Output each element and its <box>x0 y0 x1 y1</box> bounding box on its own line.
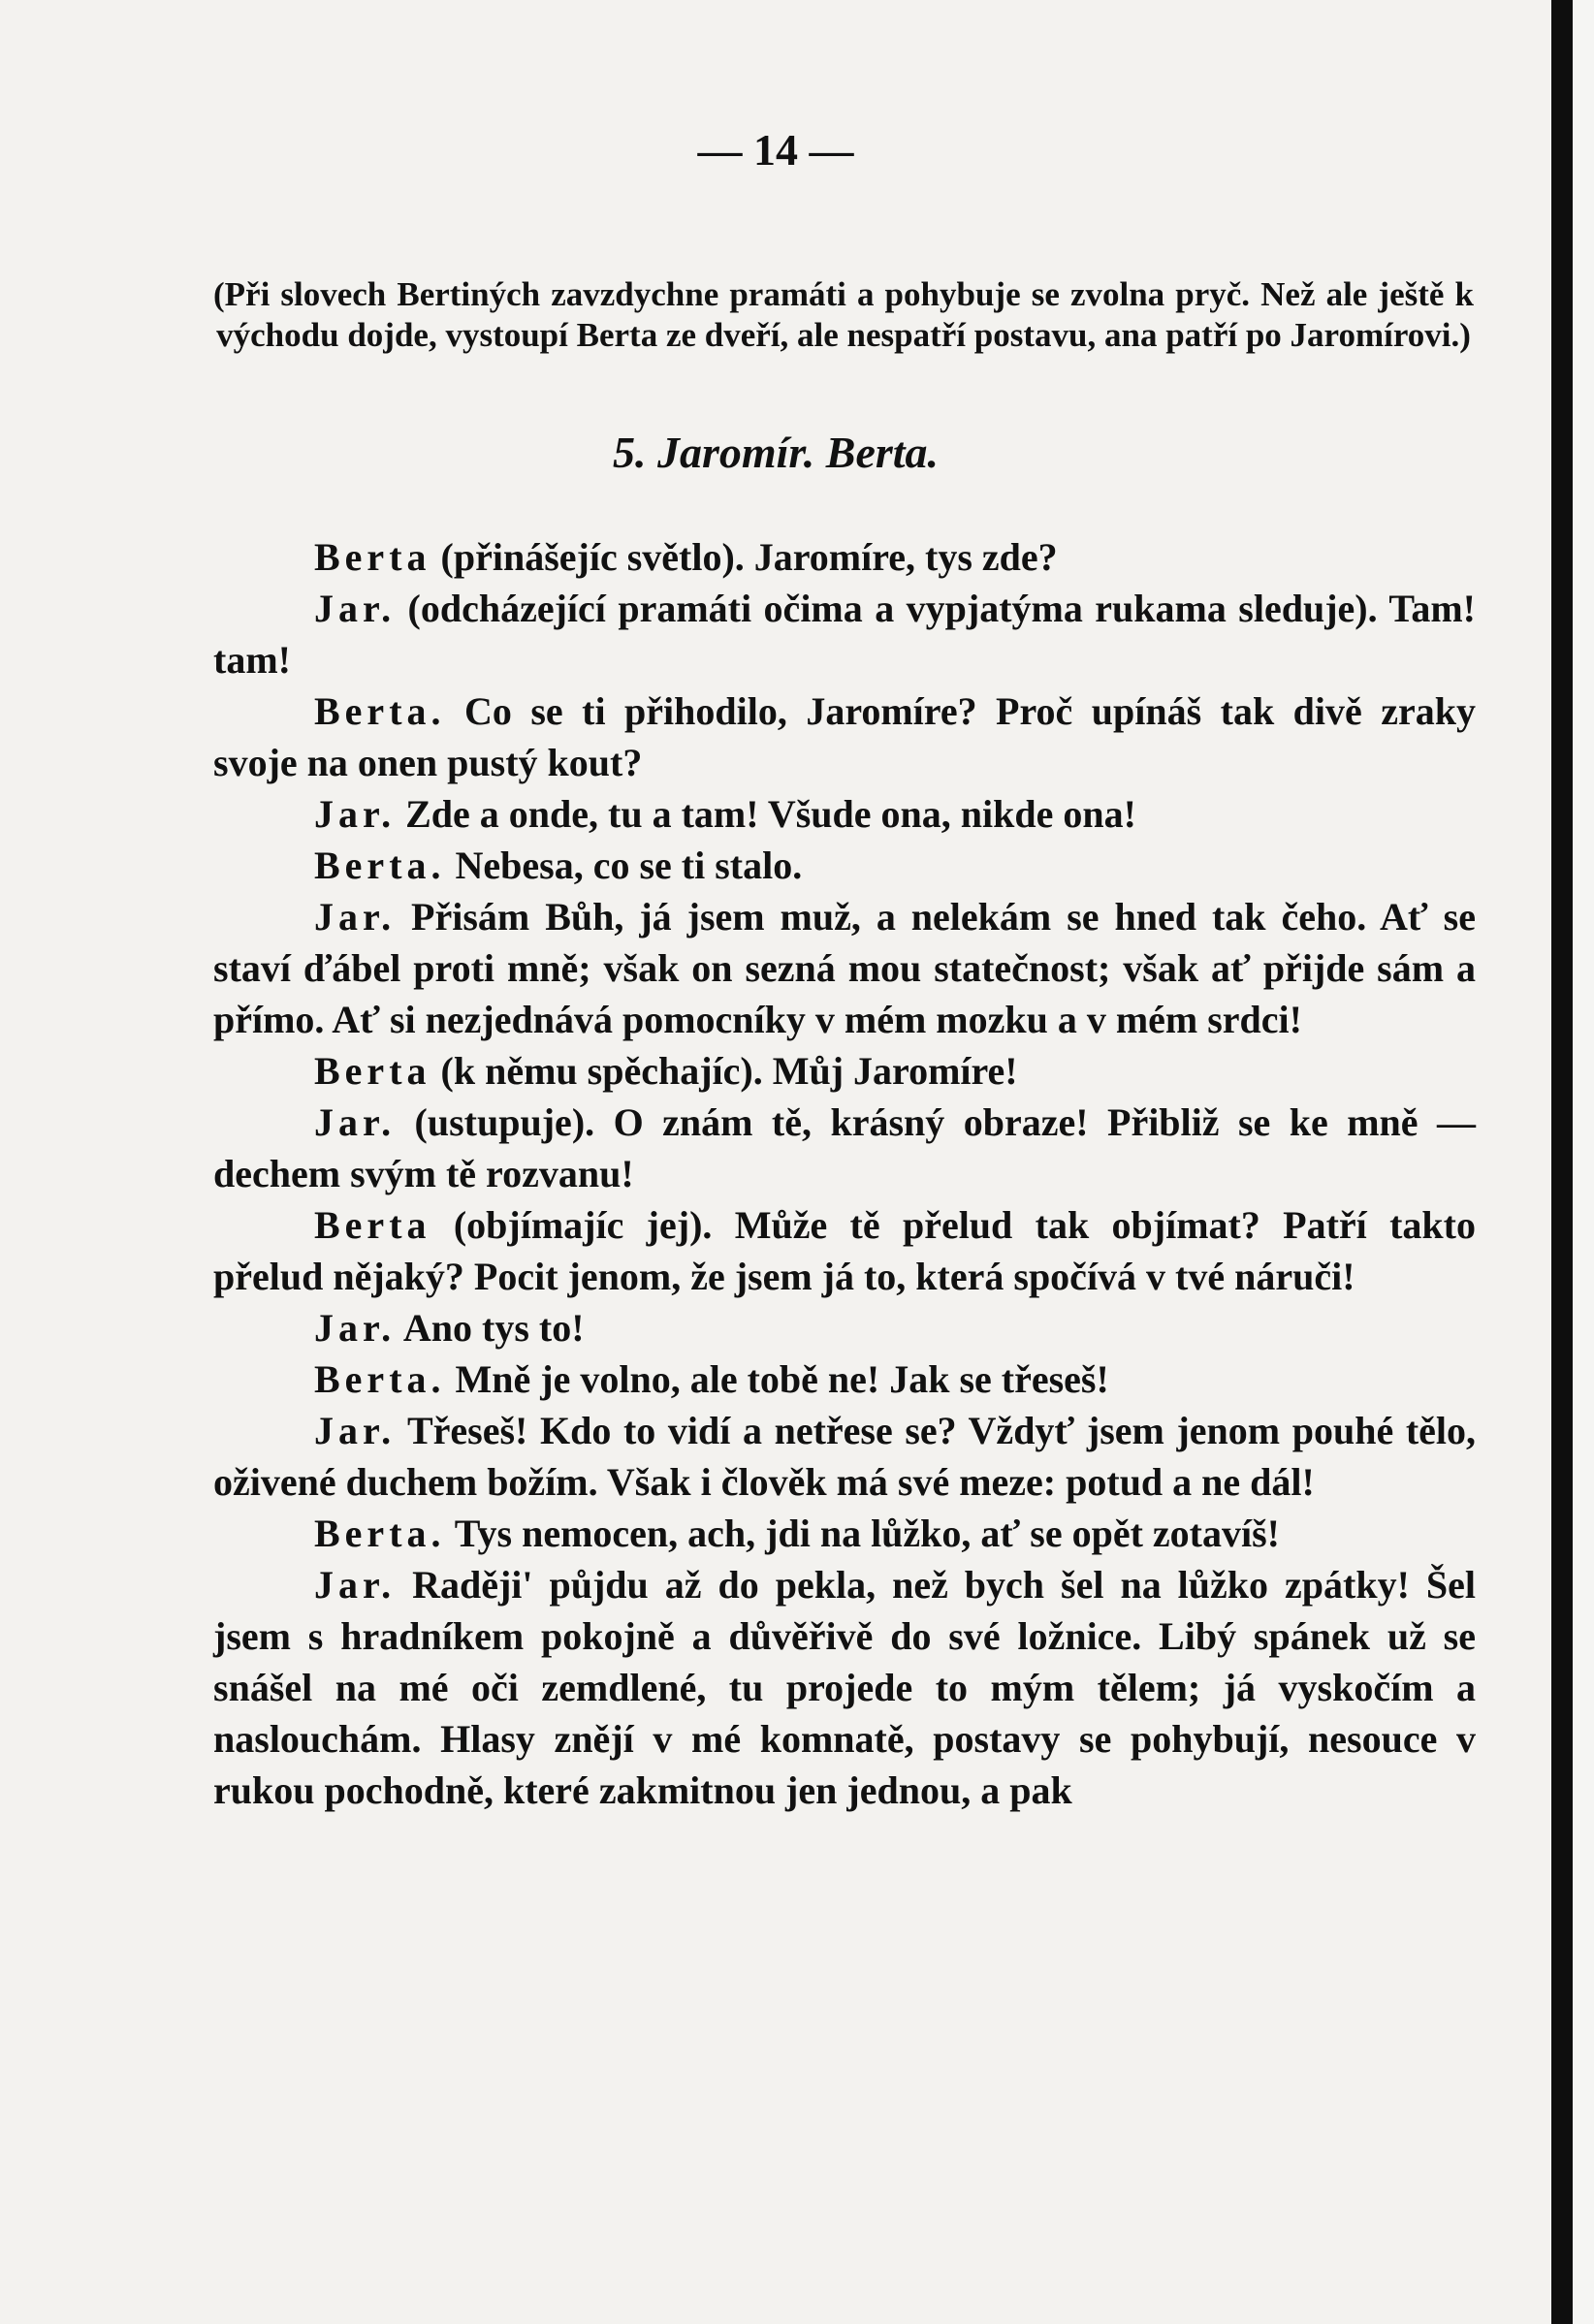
dialogue-line <box>213 788 1476 840</box>
dialogue-line <box>213 1353 1476 1405</box>
line-text: (ustupuje). O znám tě, krásný obraze! Přibliž se ke mně — dechem svým tě rozvanu! <box>213 1100 1476 1195</box>
line-text: Co se ti přihodilo, Jaromíre? Proč upínáš tak divě zraky svoje na onen pustý kout? <box>213 689 1476 784</box>
dialogue-line <box>213 1508 1476 1559</box>
line-text: Raději' půjdu až do pekla, než bych šel na lůžko zpátky! Šel jsem s hradníkem pokojně a důvěřivě do své ložnice. Libý spánek už se snášel na mé oči zemdlené, tu projede to mým tělem; já vyskočím a naslouchám. Hlasy znějí v mé komnatě, postavy se pohybují, nesouce v rukou pochodně, které zakmitnou jen jednou, a pak <box>213 1563 1476 1812</box>
scan-margin <box>1573 0 1594 2324</box>
dialogue-line <box>213 1559 1476 1816</box>
line-text: Nebesa, co se ti stalo. <box>445 844 803 887</box>
speaker-name: Berta <box>314 1203 431 1247</box>
dialogue-line <box>213 1199 1476 1302</box>
speaker-name: Berta <box>314 535 431 579</box>
speaker-name: Jar. <box>314 587 397 630</box>
line-text: Tys nemocen, ach, jdi na lůžko, ať se opět zotavíš! <box>445 1512 1280 1555</box>
speaker-name: Jar. <box>314 1563 397 1607</box>
speaker-name: Jar. <box>314 1306 397 1350</box>
line-text: (přinášejíc světlo). Jaromíre, tys zde? <box>430 535 1058 579</box>
speaker-name: Jar. <box>314 1100 397 1144</box>
speaker-name: Berta <box>314 1049 431 1093</box>
speaker-name: Berta. <box>314 689 446 733</box>
stage-direction: (Při slovech Bertiných zavzdychne pramáti a pohybuje se zvolna pryč. Než ale ještě k východu dojde, vystoupí Berta ze dveří, ale nespatří postavu, ana patří po Jaromírovi.) <box>213 275 1474 354</box>
dialogue-line <box>213 531 1476 583</box>
speaker-name: Berta. <box>314 1357 446 1401</box>
speaker-name: Berta. <box>314 1512 446 1555</box>
page-edge-shadow <box>1551 0 1573 2324</box>
page-number: — 14 — <box>697 125 854 175</box>
dialogue-line <box>213 1405 1476 1508</box>
line-text: Mně je volno, ale tobě ne! Jak se třeseš! <box>445 1357 1109 1401</box>
line-text: (objímajíc jej). Může tě přelud tak objímat? Patří takto přelud nějaký? Pocit jenom, že jsem já to, která spočívá v tvé náruči! <box>213 1203 1476 1298</box>
dialogue-line <box>213 840 1476 891</box>
dialogue-line <box>213 1302 1476 1353</box>
speaker-name: Berta. <box>314 844 446 887</box>
speaker-name: Jar. <box>314 895 397 939</box>
scene-heading: 5. Jaromír. Berta. <box>612 428 940 477</box>
dialogue-line <box>213 891 1476 1045</box>
dialogue-block <box>213 531 1476 1816</box>
dialogue-line <box>213 1045 1476 1097</box>
line-text: Zde a onde, tu a tam! Všude ona, nikde ona! <box>396 792 1136 836</box>
speaker-name: Jar. <box>314 1409 397 1452</box>
dialogue-line <box>213 685 1476 788</box>
speaker-name: Jar. <box>314 792 397 836</box>
dialogue-line <box>213 1097 1476 1199</box>
line-text: Přisám Bůh, já jsem muž, a nelekám se hned tak čeho. Ať se staví ďábel proti mně; však on sezná mou statečnost; však ať přijde sám a přímo. Ať si nezjednává pomocníky v mém mozku a v mém srdci! <box>213 895 1476 1041</box>
line-text: Třeseš! Kdo to vidí a netřese se? Vždyť jsem jenom pouhé tělo, oživené duchem božím. Však i člověk má své meze: potud a ne dál! <box>213 1409 1476 1504</box>
line-text: Ano tys to! <box>396 1306 585 1350</box>
dialogue-line <box>213 583 1476 685</box>
line-text: (odcházející pramáti očima a vypjatýma rukama sleduje). Tam! tam! <box>213 587 1476 682</box>
line-text: (k němu spěchajíc). Můj Jaromíre! <box>430 1049 1018 1093</box>
